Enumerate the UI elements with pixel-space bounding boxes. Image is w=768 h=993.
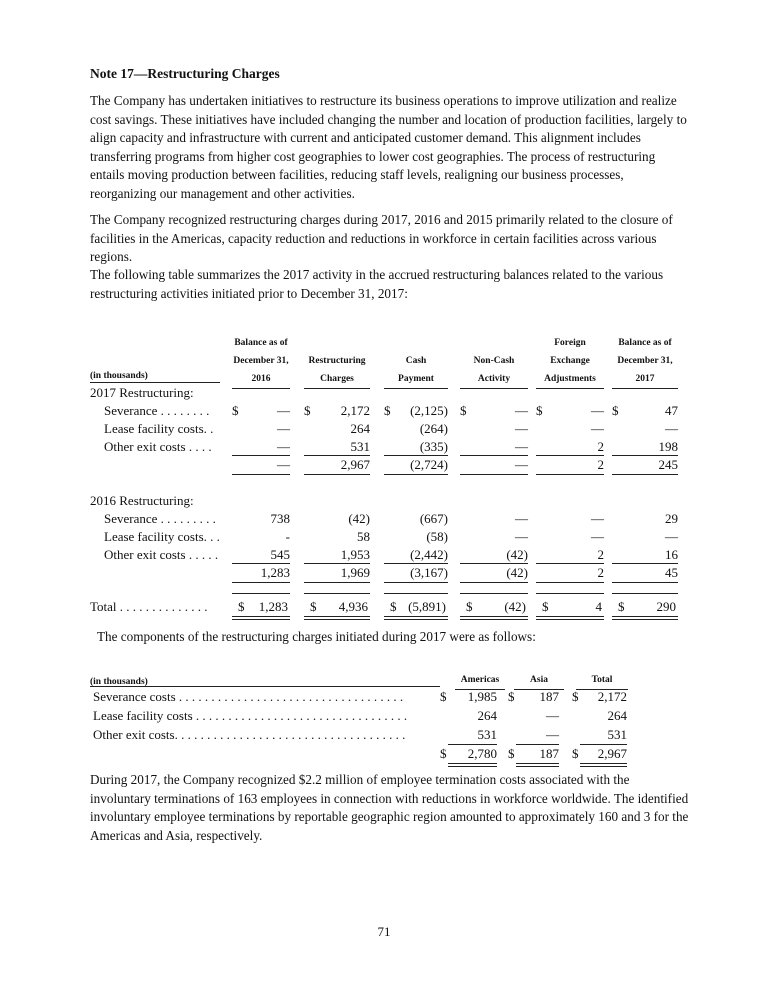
cell-value: 2 — [597, 457, 604, 472]
rule — [460, 593, 528, 594]
table-row-label: Severance . . . . . . . . . — [104, 511, 216, 526]
table-cell — [460, 438, 528, 456]
double-rule — [448, 763, 497, 767]
currency-symbol: $ — [460, 403, 467, 418]
table-cell — [232, 420, 290, 438]
table-cell — [304, 510, 370, 528]
table-row-label: Other exit costs . . . . . — [104, 547, 219, 562]
cell-value: 58 — [357, 529, 370, 544]
cell-value: (2,442) — [410, 547, 448, 562]
column-header: Balance as of December 31, 2017 — [612, 334, 678, 389]
subtotal-cell — [384, 456, 448, 474]
table-row-label: Severance costs . . . . . . . . . . . . . . . . . . . . . . . . . . . . . . . . . . . — [93, 689, 404, 704]
components-intro-paragraph: The components of the restructuring charges initiated during 2017 were as follows: — [97, 629, 536, 644]
rule — [232, 582, 290, 583]
cell-value: — — [665, 421, 678, 436]
cell-value: 545 — [270, 547, 290, 562]
table-cell — [460, 510, 528, 528]
currency-symbol: $ — [440, 689, 447, 704]
total-cell — [618, 598, 676, 616]
cell-value: 2,172 — [597, 689, 627, 704]
table-cell — [460, 546, 528, 564]
cell-value: — — [591, 403, 604, 418]
table-cell — [304, 438, 370, 456]
subtotal-cell — [536, 456, 604, 474]
rule — [612, 474, 678, 475]
cell-value: (42) — [348, 511, 370, 526]
table-cell — [384, 402, 448, 420]
total-row-label: Total . . . . . . . . . . . . . . — [90, 599, 208, 614]
currency-symbol: $ — [390, 599, 397, 614]
terminations-paragraph: During 2017, the Company recognized $2.2 million of employee termination costs associated with the involuntary terminations of 163 employees in connection with reductions in workforce worldwide. The identified involuntary employee terminations by reportable geographic region amounted to approximately 160 and 3 for the Americas and Asia, respectively. — [90, 772, 689, 843]
rule — [384, 582, 448, 583]
subtotal-cell — [384, 564, 448, 582]
cell-value: 45 — [665, 565, 678, 580]
currency-symbol: $ — [310, 599, 317, 614]
column-header: Cash Payment — [384, 334, 448, 389]
cell-value: (2,724) — [410, 457, 448, 472]
cell-value: 187 — [539, 746, 559, 761]
table-cell — [460, 528, 528, 546]
table-row-label: Other exit costs . . . . — [104, 439, 212, 454]
cell-value: — — [515, 439, 528, 454]
column-header: Non-Cash Activity — [460, 334, 528, 389]
currency-symbol: $ — [304, 403, 311, 418]
cell-value: — — [546, 708, 559, 723]
cell-value: 4 — [595, 599, 602, 614]
currency-symbol: $ — [618, 599, 625, 614]
section-heading: 2017 Restructuring: — [90, 385, 194, 400]
column-header: Americas — [455, 671, 505, 690]
currency-symbol: $ — [572, 746, 579, 761]
cell-value: 1,985 — [467, 689, 497, 704]
cell-value: — — [277, 439, 290, 454]
table-cell — [440, 688, 497, 706]
table-cell — [536, 528, 604, 546]
intro-paragraph: The Company has undertaken initiatives to restructure its business operations to improve utilization and realize cost savings. These initiatives have included changing the number and location of production facilities, largely to align capacity and infrastructure with current and anticipated customer demand. This alignment includes transferring programs from higher cost geographies to lower cost geographies. The process of restructuring entails moving production between facilities, reducing staff levels, realigning our business processes, reorganizing our management and other activities. — [90, 93, 687, 201]
subtotal-cell — [460, 456, 528, 474]
table-cell — [572, 745, 627, 763]
cell-value: — — [277, 457, 290, 472]
cell-value: 16 — [665, 547, 678, 562]
table-cell — [572, 726, 627, 744]
cell-value: — — [515, 529, 528, 544]
rule — [304, 582, 370, 583]
rule — [612, 582, 678, 583]
cell-value: 198 — [658, 439, 678, 454]
rule — [232, 474, 290, 475]
subtotal-cell — [460, 564, 528, 582]
header-underline — [90, 382, 220, 383]
table-cell — [508, 745, 559, 763]
table-cell — [612, 528, 678, 546]
table-row-label: Lease facility costs. . . — [104, 529, 220, 544]
currency-symbol: $ — [508, 746, 515, 761]
table-cell — [384, 420, 448, 438]
table-cell — [304, 420, 370, 438]
currency-symbol: $ — [466, 599, 473, 614]
currency-symbol: $ — [536, 403, 543, 418]
column-header: Restructuring Charges — [304, 334, 370, 389]
page-number: 71 — [377, 924, 391, 939]
table-cell — [612, 438, 678, 456]
currency-symbol: $ — [384, 403, 391, 418]
cell-value: — — [515, 403, 528, 418]
header-underline — [90, 686, 440, 687]
unit-label: (in thousands) — [90, 677, 148, 687]
table-cell — [384, 510, 448, 528]
rule — [536, 582, 604, 583]
cell-value: — — [277, 403, 290, 418]
rule — [232, 593, 290, 594]
double-rule — [384, 616, 448, 620]
table-cell — [384, 438, 448, 456]
cell-value: (335) — [419, 439, 448, 454]
currency-symbol: $ — [508, 689, 515, 704]
cell-value: — — [515, 511, 528, 526]
table-intro-paragraph: The following table summarizes the 2017 activity in the accrued restructuring balances related to the various restructuring activities initiated prior to December 31, 2017: — [90, 267, 664, 301]
currency-symbol: $ — [542, 599, 549, 614]
cell-value: 2,967 — [597, 746, 627, 761]
cell-value: 290 — [656, 599, 676, 614]
table-cell — [232, 438, 290, 456]
subtotal-cell — [612, 564, 678, 582]
total-cell — [542, 598, 602, 616]
double-rule — [232, 616, 290, 620]
rule — [460, 474, 528, 475]
cell-value: 264 — [350, 421, 370, 436]
rule — [612, 593, 678, 594]
table-cell — [536, 402, 604, 420]
rule — [384, 474, 448, 475]
subtotal-cell — [536, 564, 604, 582]
table-cell — [232, 510, 290, 528]
column-header: Total — [576, 671, 628, 690]
table-cell — [304, 528, 370, 546]
unit-label: (in thousands) — [90, 371, 148, 381]
table-cell — [612, 546, 678, 564]
rule — [304, 474, 370, 475]
cell-value: (58) — [426, 529, 448, 544]
double-rule — [612, 616, 678, 620]
total-cell — [466, 598, 526, 616]
cell-value: (3,167) — [410, 565, 448, 580]
table-cell — [440, 745, 497, 763]
column-header: Balance as of December 31, 2016 — [232, 334, 290, 389]
double-rule — [516, 763, 559, 767]
double-rule — [304, 616, 370, 620]
table-cell — [460, 420, 528, 438]
cell-value: 531 — [477, 727, 497, 742]
table-cell — [232, 402, 290, 420]
cell-value: (667) — [419, 511, 448, 526]
table-row-label: Lease facility costs. . — [104, 421, 214, 436]
currency-symbol: $ — [238, 599, 245, 614]
cell-value: 531 — [607, 727, 627, 742]
double-rule — [460, 616, 528, 620]
column-header: Asia — [514, 671, 564, 690]
currency-symbol: $ — [612, 403, 619, 418]
cell-value: — — [591, 511, 604, 526]
currency-symbol: $ — [440, 746, 447, 761]
rule — [536, 593, 604, 594]
table-cell — [460, 402, 528, 420]
total-cell — [390, 598, 446, 616]
table-cell — [304, 402, 370, 420]
cell-value: — — [515, 421, 528, 436]
table-cell — [384, 528, 448, 546]
rule — [536, 474, 604, 475]
cell-value: (42) — [504, 599, 526, 614]
rule — [460, 582, 528, 583]
cell-value: — — [591, 529, 604, 544]
double-rule — [580, 763, 627, 767]
cell-value: 738 — [270, 511, 290, 526]
total-cell — [310, 598, 368, 616]
double-rule — [536, 616, 604, 620]
table-cell — [612, 510, 678, 528]
cell-value: 4,936 — [338, 599, 368, 614]
subtotal-cell — [232, 456, 290, 474]
column-header: Foreign Exchange Adjustments — [536, 334, 604, 389]
table-cell — [536, 438, 604, 456]
table-cell — [572, 688, 627, 706]
table-cell — [572, 707, 627, 725]
subtotal-cell — [304, 564, 370, 582]
cell-value: 29 — [665, 511, 678, 526]
subtotal-cell — [612, 456, 678, 474]
table-cell — [612, 420, 678, 438]
cell-value: — — [277, 421, 290, 436]
table-row-label: Severance . . . . . . . . — [104, 403, 210, 418]
cell-value: 2 — [597, 547, 604, 562]
section-heading: 2016 Restructuring: — [90, 493, 194, 508]
cell-value: (264) — [419, 421, 448, 436]
cell-value: 2,780 — [467, 746, 497, 761]
table-cell — [508, 726, 559, 744]
currency-symbol: $ — [232, 403, 239, 418]
cell-value: 531 — [350, 439, 370, 454]
table-row-label: Other exit costs. . . . . . . . . . . . . . . . . . . . . . . . . . . . . . . . . . . . — [93, 727, 406, 742]
cell-value: — — [546, 727, 559, 742]
cell-value: 245 — [658, 457, 678, 472]
table-cell — [508, 707, 559, 725]
cell-value: 2 — [597, 565, 604, 580]
charges-paragraph: The Company recognized restructuring charges during 2017, 2016 and 2015 primarily related to the closure of facilities in the Americas, capacity reduction and reductions in workforce in certain facilities across various regions. — [90, 212, 673, 265]
table-cell — [536, 546, 604, 564]
rule — [304, 593, 370, 594]
table-cell — [440, 726, 497, 744]
table-cell — [304, 546, 370, 564]
total-cell — [238, 598, 288, 616]
table-row-label: Lease facility costs . . . . . . . . . . . . . . . . . . . . . . . . . . . . . . . . . — [93, 708, 408, 723]
cell-value: 1,283 — [260, 565, 290, 580]
cell-value: 187 — [539, 689, 559, 704]
cell-value: 264 — [607, 708, 627, 723]
table-cell — [536, 510, 604, 528]
cell-value: (42) — [506, 547, 528, 562]
subtotal-cell — [304, 456, 370, 474]
cell-value: 1,283 — [258, 599, 288, 614]
cell-value: 264 — [477, 708, 497, 723]
cell-value: 1,969 — [340, 565, 370, 580]
table-cell — [612, 402, 678, 420]
cell-value: 2,967 — [340, 457, 370, 472]
cell-value: — — [665, 529, 678, 544]
table-cell — [232, 546, 290, 564]
cell-value: (42) — [506, 565, 528, 580]
cell-value: (5,891) — [408, 599, 446, 614]
cell-value: 47 — [665, 403, 678, 418]
cell-value: (2,125) — [410, 403, 448, 418]
currency-symbol: $ — [572, 689, 579, 704]
cell-value: - — [285, 529, 290, 544]
table-cell — [232, 528, 290, 546]
table-cell — [508, 688, 559, 706]
rule — [384, 593, 448, 594]
note-title: Note 17—Restructuring Charges — [90, 66, 280, 81]
cell-value: — — [515, 457, 528, 472]
table-cell — [440, 707, 497, 725]
cell-value: — — [591, 421, 604, 436]
table-cell — [536, 420, 604, 438]
table-cell — [384, 546, 448, 564]
cell-value: 2,172 — [340, 403, 370, 418]
cell-value: 2 — [597, 439, 604, 454]
subtotal-cell — [232, 564, 290, 582]
cell-value: 1,953 — [340, 547, 370, 562]
